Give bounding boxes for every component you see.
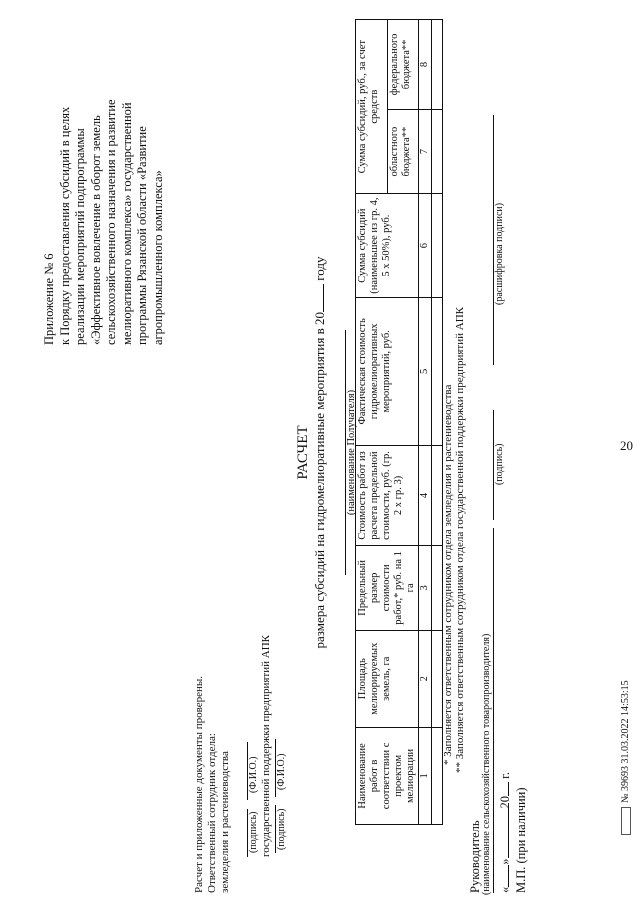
barcode-icon (621, 807, 631, 835)
verification-line: Расчет и приложенные документы проверены. (193, 675, 205, 893)
column-number: 5 (419, 297, 432, 445)
table-cell (432, 297, 443, 445)
appendix-line: программы Рязанской области «Развитие (135, 126, 149, 345)
table-row (432, 20, 443, 825)
appendix-block (42, 25, 166, 345)
header-federal-budget: федерального бюджета** (387, 20, 419, 110)
table-cell (432, 445, 443, 545)
header-subsidy-sources: Сумма субсидий, руб., за счет средств (356, 20, 388, 194)
signature-caption: (подпись) (248, 811, 259, 853)
table-cell (432, 109, 443, 194)
column-number: 8 (419, 20, 432, 110)
document-title: РАСЧЕТ (295, 425, 311, 480)
registration-text: № 39693 31.03.2022 14:53:15 (620, 680, 631, 803)
org-name-line (493, 528, 494, 893)
table-cell (432, 194, 443, 298)
year-blank (497, 782, 509, 796)
column-number: 7 (419, 109, 432, 194)
fio-caption: (Ф.И.О.) (276, 753, 287, 790)
header-max-cost: Предельный размер стоимости работ,* руб. на 1 га (356, 546, 419, 631)
table-header-row (356, 20, 388, 825)
column-number: 2 (419, 630, 432, 727)
head-label: Руководитель (468, 820, 482, 893)
date-open-quote: « (498, 886, 512, 893)
header-area: Площадь мелиорируемых земель, га (356, 630, 419, 727)
column-number: 1 (419, 727, 432, 824)
verification-block (193, 676, 232, 893)
table-cell (432, 630, 443, 727)
day-blank (497, 865, 509, 887)
page-number: 20 (620, 438, 633, 453)
column-number: 6 (419, 194, 432, 298)
registration-stamp (620, 680, 632, 835)
header-actual-cost: Фактическая стоимость гидромелиоративных мероприятий, руб. (356, 297, 419, 445)
column-number: 4 (419, 445, 432, 545)
org-caption: (наименование сельскохозяйственного товаропроизводителя) (481, 633, 492, 895)
header-calc-cost: Стоимость работ из расчета предельной стоимости, руб. (гр. 2 х гр. 3) (356, 445, 419, 545)
calculation-table (355, 19, 443, 825)
table-number-row (419, 20, 432, 825)
signature-caption: (подпись) (276, 808, 287, 850)
document-subtitle (311, 0, 328, 905)
appendix-line: агропромышленного комплекса» (150, 170, 165, 345)
table-cell (432, 20, 443, 110)
header-work-name: Наименование работ в соответствии с проектом мелиорации (356, 727, 419, 824)
appendix-line: сельскохозяйственного назначения и развитие (104, 99, 118, 345)
decode-caption: (расшифровка подписи) (494, 202, 505, 305)
recipient-caption: (наименование Получателя) (346, 389, 357, 516)
footnote-2: ** Заполняется ответственным сотрудником отдела государственной поддержки предприятий АПК (454, 307, 466, 773)
header-subsidy-sum: Сумма субсидий (наименьшее из гр. 4, 5 х 50%), руб. (356, 194, 419, 298)
table-cell (432, 727, 443, 824)
appendix-line: реализации мероприятий подпрограммы (73, 128, 87, 345)
sign-caption: (подпись) (494, 443, 505, 485)
appendix-line: к Порядку предоставления субсидий в целях (57, 106, 72, 345)
stamp-place: М.П. (при наличии) (514, 787, 528, 893)
column-number: 3 (419, 546, 432, 631)
subtitle-year-suffix: году (312, 256, 327, 285)
header-regional-budget: областного бюджета** (387, 109, 419, 194)
date-close-quote: » (498, 858, 512, 865)
subtitle-text: размера субсидий на гидромелиоративные мероприятия в 20 (312, 312, 327, 649)
year-blank-line (311, 284, 324, 312)
month-blank (497, 809, 509, 859)
verification-line-apk: государственной поддержки предприятий АПК (260, 635, 272, 857)
verification-line: земледелия и растениеводства (219, 751, 231, 893)
appendix-line: «Эффективное вовлечение в оборот земель (88, 115, 103, 345)
appendix-line: Приложение № 6 (42, 253, 56, 345)
date-suffix: г. (498, 772, 512, 779)
table-cell (432, 546, 443, 631)
verification-line: Ответственный сотрудник отдела: (206, 733, 218, 893)
fio-caption: (Ф.И.О.) (248, 756, 259, 793)
date-line (497, 772, 513, 893)
footnote-1: * Заполняется ответственным сотрудником отдела земледелия и растениеводства (442, 384, 454, 765)
date-year: 20 (498, 796, 512, 809)
appendix-line: мелиоративного комплекса» государственной (119, 102, 134, 345)
